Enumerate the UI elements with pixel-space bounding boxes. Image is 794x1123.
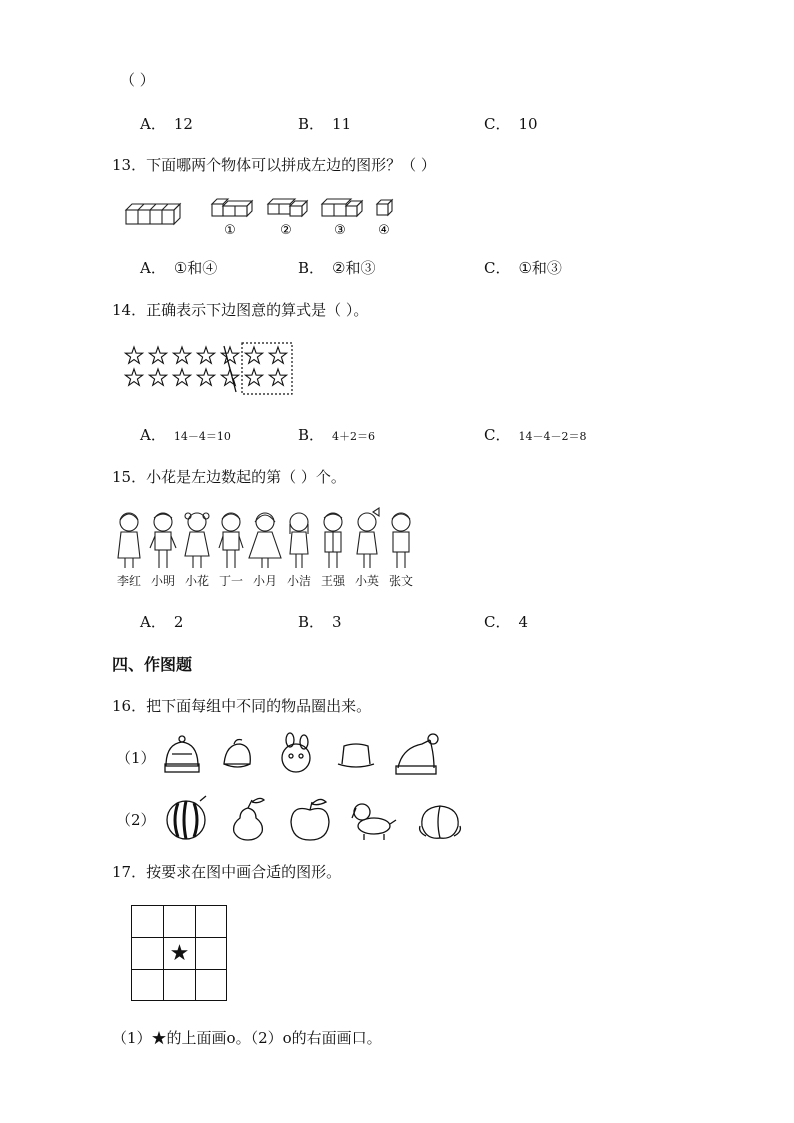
q14-option-b[interactable]: B． 4＋2＝6: [298, 426, 376, 444]
q14-star-figure: [120, 340, 300, 398]
q17-instruction: （1）★的上面画o。（2）o的右面画口。: [112, 1029, 382, 1047]
q15-option-c[interactable]: C． 4: [484, 613, 529, 631]
kid-icon: [150, 513, 176, 568]
q16-row1-label: （1）: [116, 749, 156, 767]
q15-stem: 15．小花是左边数起的第（ ）个。: [112, 468, 346, 486]
kid-name: 李红: [116, 574, 141, 588]
q15-option-b[interactable]: B． 3: [298, 613, 342, 631]
knit-hat-icon: [165, 736, 199, 772]
brim-hat-icon: [338, 744, 374, 767]
kid-name: 小花: [184, 574, 209, 588]
puppy-icon: [352, 804, 396, 840]
section-title: 四、作图题: [112, 655, 193, 674]
piece-label-2: ②: [280, 223, 292, 238]
q13-option-c[interactable]: C． ①和③: [484, 259, 562, 277]
kid-icon: [219, 513, 243, 568]
dashed-box: [242, 343, 292, 394]
piece-label-1: ①: [224, 223, 236, 238]
grid-center-star-icon: ★: [169, 941, 190, 966]
kid-name: 丁一: [218, 574, 243, 588]
piece-3-icon: [322, 199, 362, 216]
kid-name: 张文: [388, 574, 413, 588]
q15-kids-row: [112, 508, 422, 592]
q14-stem: 14．正确表示下边图意的算式是（ ）。: [112, 301, 369, 319]
q14-option-c[interactable]: C． 14－4－2＝8: [484, 426, 587, 444]
q13-option-b[interactable]: B． ②和③: [298, 259, 376, 277]
q12-option-c[interactable]: C． 10: [484, 115, 538, 133]
kid-icon: [324, 513, 342, 568]
kid-icon: [392, 513, 410, 568]
kid-name: 小洁: [286, 574, 311, 588]
q15-option-a[interactable]: A． 2: [140, 613, 184, 631]
peach-icon: [420, 806, 461, 838]
q16-row1-items: [160, 734, 450, 780]
apple-icon: [291, 799, 329, 840]
watermelon-icon: [167, 796, 206, 839]
q16-stem: 16．把下面每组中不同的物品圈出来。: [112, 697, 372, 715]
q13-option-a[interactable]: A． ①和④: [140, 259, 218, 277]
kid-icon: [290, 513, 308, 568]
kids-figures: [112, 508, 422, 570]
q13-stem: 13．下面哪两个物体可以拼成左边的图形？（ ）: [112, 156, 436, 174]
piece-4-icon: [377, 200, 392, 215]
kid-icon: [118, 513, 140, 568]
kid-icon: [249, 513, 281, 568]
target-shape-icon: [126, 204, 180, 224]
kid-icon: [185, 513, 209, 568]
q17-stem: 17．按要求在图中画合适的图形。: [112, 863, 342, 881]
piece-1-icon: [212, 199, 252, 216]
kid-name: 小英: [354, 574, 379, 588]
bunny-mask-icon: [282, 733, 310, 772]
pear-icon: [234, 798, 264, 840]
cap-icon: [224, 740, 250, 768]
pompom-hat-icon: [396, 734, 438, 774]
kid-name: 王强: [320, 574, 345, 588]
piece-2-icon: [268, 199, 307, 216]
q13-block-figures: [120, 192, 410, 242]
star-row-1: [125, 347, 286, 363]
kid-name: 小明: [150, 574, 175, 588]
kid-icon: [357, 508, 379, 568]
piece-label-4: ④: [378, 223, 390, 238]
star-row-2: [125, 369, 286, 385]
q14-option-a[interactable]: A． 14－4＝10: [140, 426, 231, 444]
q16-row2-items: [160, 796, 470, 846]
piece-label-3: ③: [334, 223, 346, 238]
q16-row2-label: （2）: [116, 811, 156, 829]
q12-answer-blank: （ ）: [120, 71, 155, 89]
q17-grid[interactable]: [131, 905, 227, 1001]
kid-name: 小月: [252, 574, 277, 588]
q12-option-a[interactable]: A． 12: [140, 115, 193, 133]
q12-option-b[interactable]: B． 11: [298, 115, 352, 133]
